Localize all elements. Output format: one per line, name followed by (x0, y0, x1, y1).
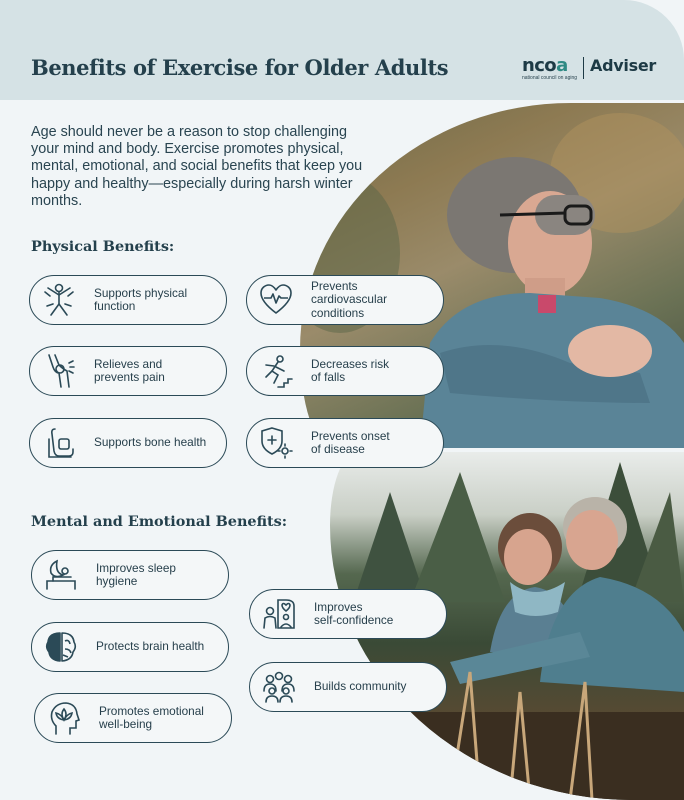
benefit-decreases-falls (246, 346, 444, 396)
ncoa-logo (522, 57, 577, 82)
lotus-head-icon (43, 697, 85, 739)
logo-subtitle: national council on aging (522, 75, 578, 81)
benefit-label: Builds community (314, 679, 407, 694)
bone-icon (38, 422, 80, 464)
benefit-label: Relieves and prevents pain (94, 356, 165, 384)
benefit-bone-health (29, 418, 227, 468)
knee-pain-icon (38, 350, 80, 392)
benefit-label: Improves self-confidence (314, 599, 394, 627)
benefit-supports-physical-function (29, 275, 227, 325)
mental-benefits-heading: Mental and Emotional Benefits: (31, 513, 288, 530)
shield-virus-icon (255, 422, 297, 464)
benefit-label: Supports physical function (94, 285, 188, 313)
benefit-label: Improves sleep hygiene (96, 560, 176, 588)
physical-benefits-heading: Physical Benefits: (31, 238, 175, 255)
page-title: Benefits of Exercise for Older Adults (31, 55, 449, 80)
sleep-moon-icon (40, 554, 82, 596)
adviser-logo: Adviser (590, 56, 656, 75)
benefit-emotional-well-being (34, 693, 232, 743)
body-figure-icon (38, 279, 80, 321)
benefit-label: Decreases risk of falls (311, 356, 390, 384)
mirror-person-icon (258, 593, 300, 635)
brain-heart-icon (40, 626, 82, 668)
benefit-prevents-cardiovascular (246, 275, 444, 325)
benefit-sleep-hygiene (31, 550, 229, 600)
logo-divider (583, 57, 584, 79)
logo-main-text: nco (522, 55, 557, 76)
intro-paragraph: Age should never be a reason to stop challenging your mind and body. Exercise promotes physical, mental, emotional, and social benefits that keep you happy and healthy—especially during harsh winter months. (31, 124, 363, 209)
group-people-icon (258, 666, 300, 708)
falling-person-icon (255, 350, 297, 392)
logo-accent-text: a (556, 55, 568, 76)
benefit-label: Supports bone health (94, 435, 207, 450)
benefit-label: Promotes emotional well-being (99, 703, 204, 731)
header-band (0, 0, 684, 100)
benefit-relieves-pain (29, 346, 227, 396)
heartbeat-icon (255, 279, 297, 321)
benefit-self-confidence (249, 589, 447, 639)
benefit-label: Protects brain health (96, 639, 205, 654)
benefit-builds-community (249, 662, 447, 712)
benefit-brain-health (31, 622, 229, 672)
benefit-label: Prevents cardiovascular conditions (311, 278, 388, 320)
benefit-label: Prevents onset of disease (311, 428, 390, 456)
benefit-prevents-disease (246, 418, 444, 468)
ncoa-adviser-logo[interactable] (522, 57, 656, 87)
